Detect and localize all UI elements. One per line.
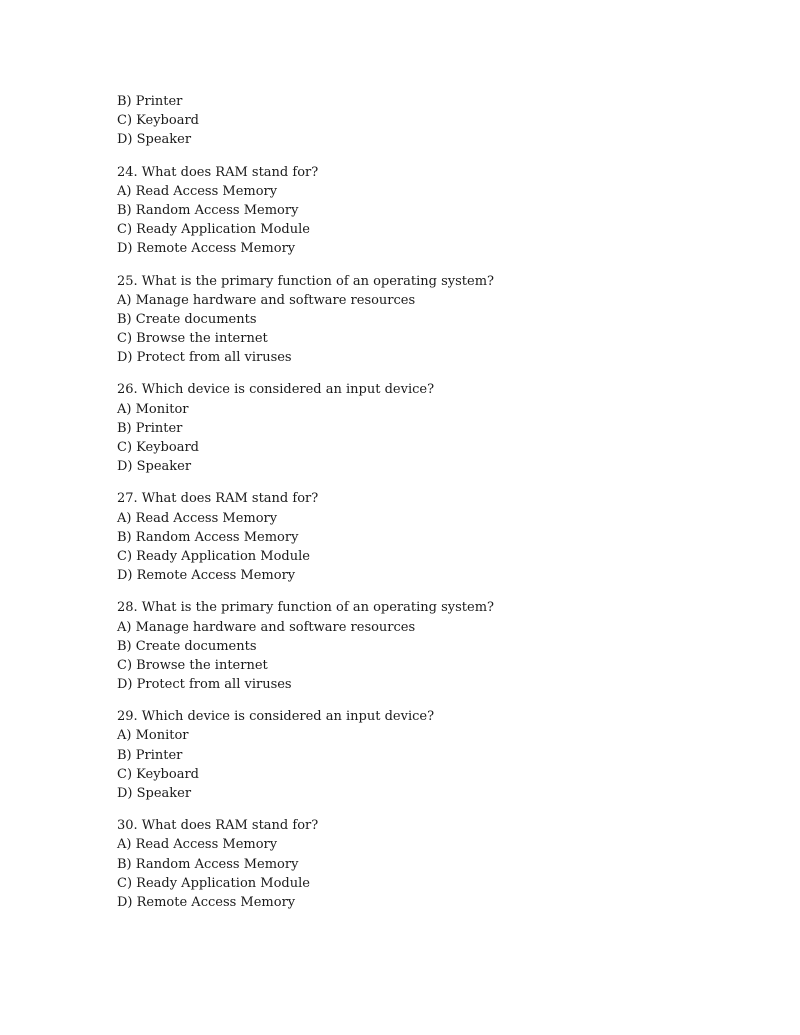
answer-option: D) Speaker [117,132,192,148]
question-text: 25. What is the primary function of an operating system? [117,273,494,289]
question-text: 27. What does RAM stand for? [117,491,319,507]
question-block [117,272,757,368]
answer-option: B) Random Access Memory [117,202,299,218]
answer-option: B) Printer [117,747,183,763]
question-block [117,707,757,803]
answer-option: A) Manage hardware and software resources [117,619,416,635]
answer-option: D) Remote Access Memory [117,894,296,910]
answer-option: C) Keyboard [117,113,199,129]
answer-option: C) Ready Application Module [117,222,310,238]
answer-option: A) Manage hardware and software resources [117,292,416,308]
answer-option: D) Remote Access Memory [117,568,296,584]
question-text: 26. Which device is considered an input device? [117,382,435,398]
answer-option: D) Remote Access Memory [117,241,296,257]
question-block [117,163,757,259]
question-text: 29. Which device is considered an input device? [117,709,435,725]
answer-option: A) Read Access Memory [117,837,278,853]
answer-option: B) Create documents [117,311,257,327]
question-text: 28. What is the primary function of an operating system? [117,600,494,616]
question-block [117,489,757,585]
answer-option: C) Ready Application Module [117,548,310,564]
answer-option: A) Monitor [117,728,189,744]
answer-option: C) Keyboard [117,440,199,455]
answer-option: A) Read Access Memory [117,510,278,526]
answer-option: B) Printer [117,94,183,109]
answer-option: D) Speaker [117,786,192,801]
answer-option: D) Protect from all viruses [117,677,292,693]
question-list [117,92,757,925]
answer-option: D) Speaker [117,459,192,475]
answer-option: C) Browse the internet [117,331,268,347]
question-text: 30. What does RAM stand for? [117,818,319,834]
question-block [117,92,757,150]
answer-option: C) Ready Application Module [117,875,310,891]
answer-option: B) Random Access Memory [117,529,299,545]
answer-option: A) Monitor [117,401,189,417]
answer-option: D) Protect from all viruses [117,350,292,366]
answer-option: C) Browse the internet [117,657,268,673]
answer-option: B) Random Access Memory [117,856,299,872]
answer-option: A) Read Access Memory [117,183,278,199]
answer-option: B) Printer [117,420,183,436]
answer-option: C) Keyboard [117,766,199,782]
answer-option: B) Create documents [117,638,257,654]
question-block [117,380,757,476]
question-text: 24. What does RAM stand for? [117,164,319,180]
question-block [117,816,757,912]
question-block [117,598,757,694]
